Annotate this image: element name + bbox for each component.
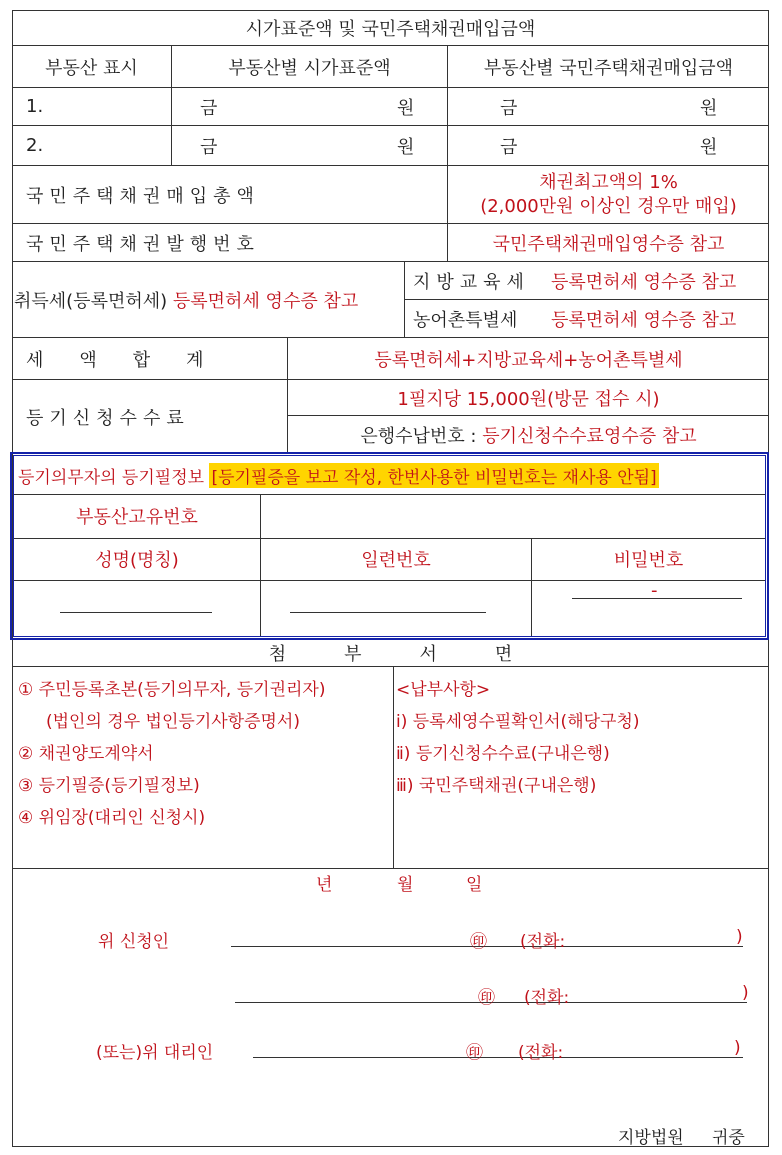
edu-tax-label: 지방교육세	[413, 271, 530, 293]
pay-item: ⅰ) 등록세영수필확인서(해당구청)	[396, 712, 640, 732]
attach-list	[18, 674, 325, 834]
agent-label: (또는)위 대리인	[96, 1043, 214, 1063]
agent-line[interactable]	[253, 1057, 743, 1058]
duty-title: 등기의무자의 등기필정보	[18, 467, 205, 488]
court-label: 지방법원	[618, 1128, 684, 1148]
password-dash: -	[651, 580, 658, 601]
seal-mark-icon: ㊞	[470, 932, 487, 952]
phone-label: (전화:	[524, 988, 570, 1008]
bond-amount-prefix[interactable]: 금	[447, 88, 697, 125]
name-input[interactable]	[14, 580, 260, 636]
phone-close: )	[742, 983, 749, 1003]
month-label: 월	[397, 875, 414, 895]
bond-amount-unit: 원	[700, 97, 718, 119]
attach-item: ② 채권양도계약서	[18, 744, 154, 764]
title-row	[12, 10, 769, 46]
password-input[interactable]	[531, 580, 765, 636]
serial-underline	[290, 612, 486, 613]
name-underline	[60, 612, 212, 613]
password-header: 비밀번호	[531, 538, 765, 580]
attach-item: ④ 위임장(대리인 신청시)	[18, 808, 206, 828]
bond-total-label: 국민주택채권매입총액	[26, 185, 260, 207]
applicant-label: 위 신청인	[98, 932, 170, 952]
std-value-prefix[interactable]: 금	[171, 126, 447, 165]
form-title: 시가표준액 및 국민주택채권매입금액	[245, 18, 536, 40]
rural-tax-label: 농어촌특별세	[413, 309, 518, 331]
attach-item: (법인의 경우 법인등기사항증명서)	[46, 712, 300, 732]
pay-title: <납부사항>	[396, 680, 491, 700]
bond-amount-prefix[interactable]: 금	[447, 126, 697, 165]
acq-tax-cell	[12, 262, 404, 337]
day-label: 일	[466, 875, 483, 895]
bond-total-row	[12, 166, 769, 224]
name-header: 성명(명칭)	[95, 550, 179, 571]
bond-total-note-line1: 채권최고액의 1%	[539, 171, 678, 193]
acq-tax-note: 등록면허세 영수증 참고	[172, 290, 359, 312]
header-property: 부동산 표시	[45, 57, 138, 79]
bond-issue-label: 국민주택채권발행번호	[26, 233, 260, 255]
header-std-value: 부동산별 시가표준액	[171, 46, 447, 87]
tax-sum-row	[12, 338, 769, 380]
std-value-prefix[interactable]: 금	[171, 88, 447, 125]
duty-column-headers	[14, 538, 765, 581]
to-label: 귀중	[712, 1128, 745, 1148]
duty-input-row	[14, 580, 765, 636]
phone-close: )	[736, 927, 743, 947]
bond-total-note-line2: (2,000만원 이상인 경우만 매입)	[480, 195, 737, 217]
std-value-unit: 원	[397, 97, 415, 119]
tax-row	[12, 262, 769, 338]
property-row-1	[12, 88, 769, 126]
serial-input[interactable]	[260, 580, 531, 636]
bond-issue-note: 국민주택채권매입영수증 참고	[447, 224, 769, 261]
serial-header: 일련번호	[260, 538, 531, 580]
bank-number-label: 은행수납번호 :	[360, 425, 477, 447]
fee-row	[12, 380, 769, 454]
phone-close: )	[734, 1038, 741, 1058]
year-label: 년	[316, 875, 333, 895]
fee-note: 1필지당 15,000원(방문 접수 시)	[287, 380, 769, 416]
phone-label: (전화:	[518, 1043, 564, 1063]
seal-mark-icon: ㊞	[478, 988, 495, 1008]
rural-tax-note: 등록면허세 영수증 참고	[551, 309, 737, 331]
seal-mark-icon: ㊞	[466, 1043, 483, 1063]
rural-tax-cell	[404, 300, 769, 337]
duty-header	[14, 456, 765, 495]
duty-info-box	[11, 453, 768, 639]
password-underline	[572, 598, 742, 599]
attach-title: 첨부서면	[268, 643, 571, 665]
pay-item: ⅲ) 국민주택채권(구내은행)	[396, 776, 597, 796]
bond-amount-unit: 원	[700, 136, 718, 158]
property-row-2	[12, 126, 769, 166]
attach-divider-line	[393, 667, 394, 868]
duty-warning: [등기필증을 보고 작성, 한번사용한 비밀번호는 재사용 안됨]	[209, 463, 658, 488]
bond-issue-row	[12, 224, 769, 262]
acq-tax-label: 취득세(등록면허세)	[14, 290, 168, 312]
bank-number-note: 등기신청수수료영수증 참고	[482, 425, 697, 447]
attach-title-row	[12, 639, 769, 667]
bank-number-cell	[287, 416, 769, 453]
edu-tax-cell	[404, 262, 769, 300]
tax-sum-note: 등록면허세+지방교육세+농어촌특별세	[287, 338, 769, 379]
row-number: 1.	[26, 96, 44, 117]
unique-no-label: 부동산고유번호	[76, 507, 198, 528]
attach-item: ③ 등기필증(등기필정보)	[18, 776, 200, 796]
pay-item: ⅱ) 등기신청수수료(구내은행)	[396, 744, 610, 764]
row-number: 2.	[26, 135, 44, 156]
tax-sum-label: 세액합계	[26, 349, 240, 371]
phone-label: (전화:	[520, 932, 566, 952]
attach-item: ① 주민등록초본(등기의무자, 등기권리자)	[18, 680, 326, 700]
fee-label: 등기신청수수료	[26, 407, 190, 429]
bond-total-note	[447, 166, 769, 223]
edu-tax-note: 등록면허세 영수증 참고	[551, 271, 737, 293]
pay-list	[396, 674, 640, 802]
std-value-unit: 원	[397, 136, 415, 158]
header-bond-amount: 부동산별 국민주택채권매입금액	[447, 46, 769, 87]
unique-no-row	[14, 494, 765, 539]
applicant-line-1[interactable]	[231, 946, 743, 947]
header-row	[12, 46, 769, 88]
unique-no-input[interactable]	[260, 494, 765, 538]
